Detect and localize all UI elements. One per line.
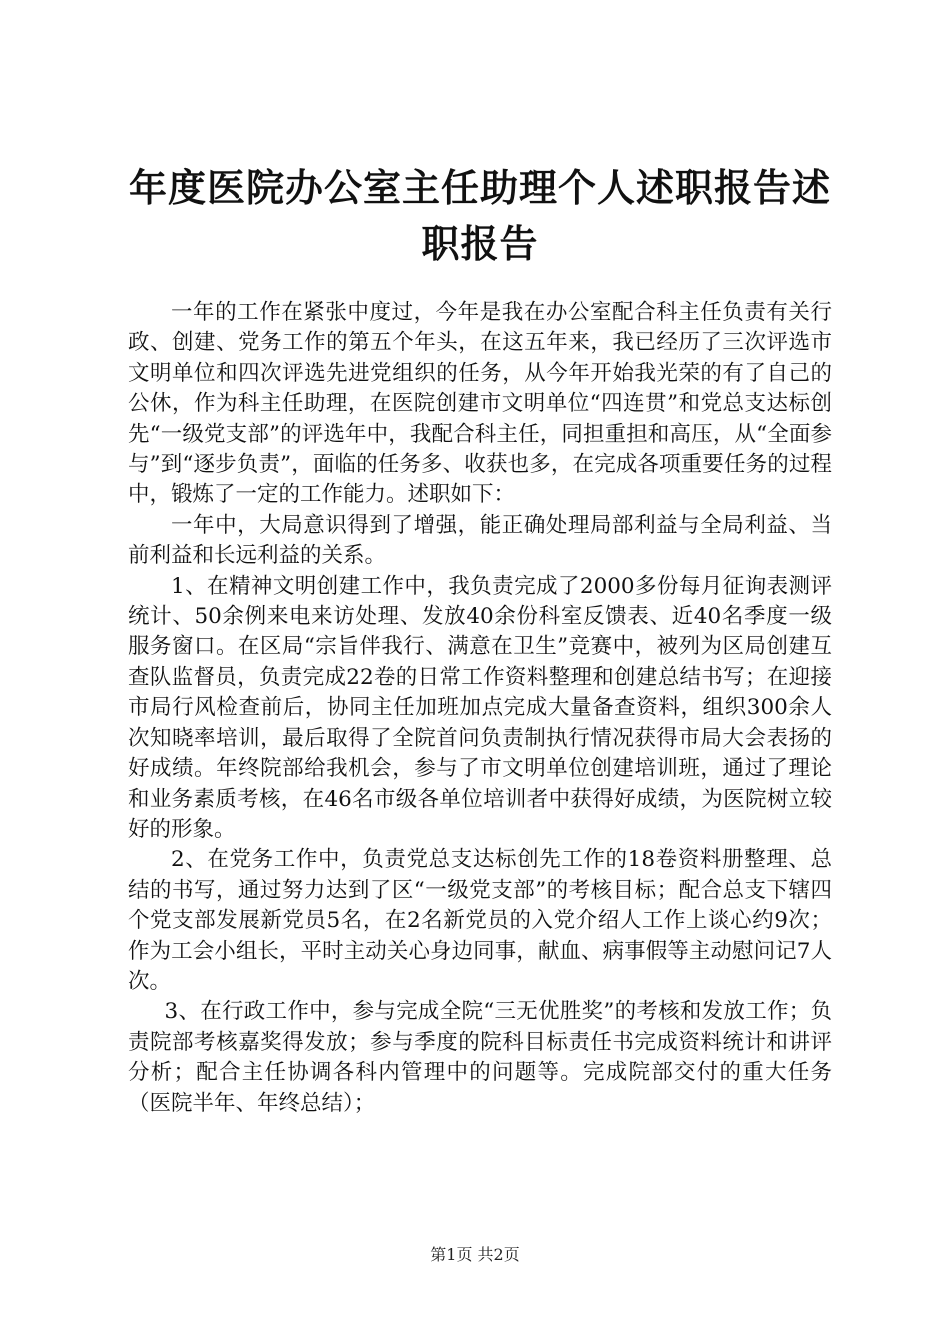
document-body [128, 298, 832, 1119]
paragraph-civilization-work: 1、在精神文明创建工作中，我负责完成了2000多份每月征询表测评统计、50余例来电来访处理、发放40余份科室反馈表、近40名季度一级服务窗口。在区局“宗旨伴我行、满意在卫生”竞赛中，被列为区局创建互查队监督员，负责完成22卷的日常工作资料整理和创建总结书写；在迎接市局行风检查前后，协同主任加班加点完成大量备查资料，组织300余人次知晓率培训，最后取得了全院首问负责制执行情况获得市局大会表扬的好成绩。年终院部给我机会，参与了市文明单位创建培训班，通过了理论和业务素质考核，在46名市级各单位培训者中获得好成绩，为医院树立较好的形象。 [128, 573, 832, 842]
paragraph-party-work: 2、在党务工作中，负责党总支达标创先工作的18卷资料册整理、总结的书写，通过努力达到了区“一级党支部”的考核目标；配合总支下辖四个党支部发展新党员5名，在2名新党员的入党介绍人工作上谈心约9次；作为工会小组长，平时主动关心身边同事，献血、病事假等主动慰问记7人次。 [128, 847, 832, 994]
paragraph-administrative-work: 3、在行政工作中，参与完成全院“三无优胜奖”的考核和发放工作；负责院部考核嘉奖得发放；参与季度的院科目标责任书完成资料统计和讲评分析；配合主任协调各科内管理中的问题等。完成院部交付的重大任务（医院半年、年终总结）； [128, 999, 832, 1116]
page-number-footer: 第1页 共2页 [430, 1245, 520, 1264]
paragraph-intro: 一年的工作在紧张中度过，今年是我在办公室配合科主任负责有关行政、创建、党务工作的第五个年头，在这五年来，我已经历了三次评选市文明单位和四次评选先进党组织的任务，从今年开始我光荣的有了自己的公休，作为科主任助理，在医院创建市文明单位“四连贯”和党总支达标创先“一级党支部”的评选年中，我配合科主任，同担重担和高压，从“全面参与”到“逐步负责”，面临的任务多、收获也多，在完成各项重要任务的过程中，锻炼了一定的工作能力。述职如下： [128, 300, 832, 508]
document-title: 年度医院办公室主任助理个人述职报告述职报告 [128, 165, 831, 266]
paragraph-overall-awareness: 一年中，大局意识得到了增强，能正确处理局部利益与全局利益、当前利益和长远利益的关系。 [128, 512, 832, 569]
